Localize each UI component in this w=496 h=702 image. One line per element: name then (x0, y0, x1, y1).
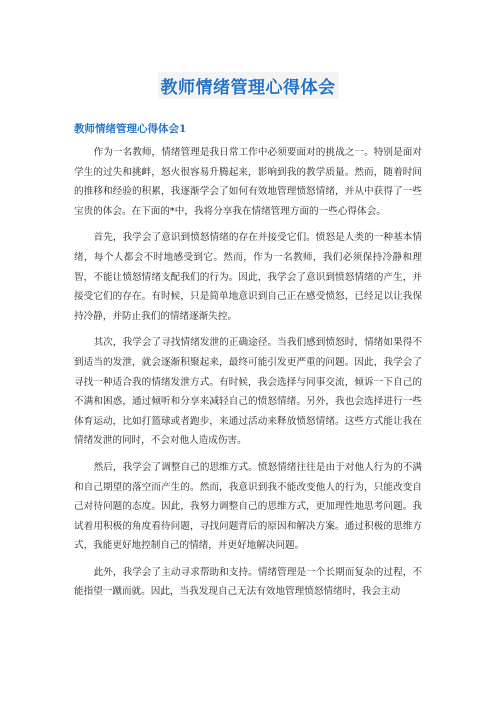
document-body (74, 143, 422, 609)
section-heading: 教师情绪管理心得体会1 (74, 123, 187, 135)
paragraph-1: 作为一名教师，情绪管理是我日常工作中必须要面对的挑战之一。特别是面对学生的过失和挑衅，怒火很容易升腾起来，影响到我的教学质量。然而，随着时间的推移和经验的积累，我逐渐学会了如何有效地管理愤怒情绪，并从中获得了一些宝贵的体会。在下面的*中，我将分享我在情绪管理方面的一些心得体会。 (74, 147, 422, 217)
paragraph-4: 然后，我学会了调整自己的思维方式。愤怒情绪往往是由于对他人行为的不满和自己期望的落空而产生的。然而，我意识到我不能改变他人的行为，只能改变自己对待问题的态度。因此，我努力调整自己的思维方式，更加理性地思考问题。我试着用积极的角度看待问题，寻找问题背后的原因和解决方案。通过积极的思维方式，我能更好地控制自己的情绪，并更好地解决问题。 (74, 461, 422, 552)
paragraph-5: 此外，我学会了主动寻求帮助和支持。情绪管理是一个长期而复杂的过程，不能指望一蹴而就。因此，当我发现自己无法有效地管理愤怒情绪时，我会主动 (74, 566, 422, 598)
title-container (0, 72, 496, 99)
paragraph-3: 其次，我学会了寻找情绪发泄的正确途径。当我们感到愤怒时，情绪如果得不到适当的发泄，就会逐渐积聚起来，最终可能引发更严重的问题。因此，我学会了寻找一种适合我的情绪发泄方式。有时候，我会选择与同事交流，倾诉一下自己的不满和困惑，通过倾听和分享来减轻自己的愤怒情绪。另外，我也会选择进行一些体育运动，比如打篮球或者跑步，来通过活动来释放愤怒情绪。这些方式能让我在情绪发泄的同时，不会对他人造成伤害。 (74, 337, 422, 447)
document-title: 教师情绪管理心得体会 (158, 72, 339, 99)
paragraph-2: 首先，我学会了意识到愤怒情绪的存在并接受它们。愤怒是人类的一种基本情绪，每个人都会不时地感受到它。然而，作为一名教师，我们必须保持冷静和理智，不能让愤怒情绪支配我们的行为。因此，我学会了意识到愤怒情绪的产生，并接受它们的存在。有时候，只是简单地意识到自己正在感受愤怒，已经足以让我保持冷静，并防止我们的情绪逐渐失控。 (74, 232, 422, 322)
